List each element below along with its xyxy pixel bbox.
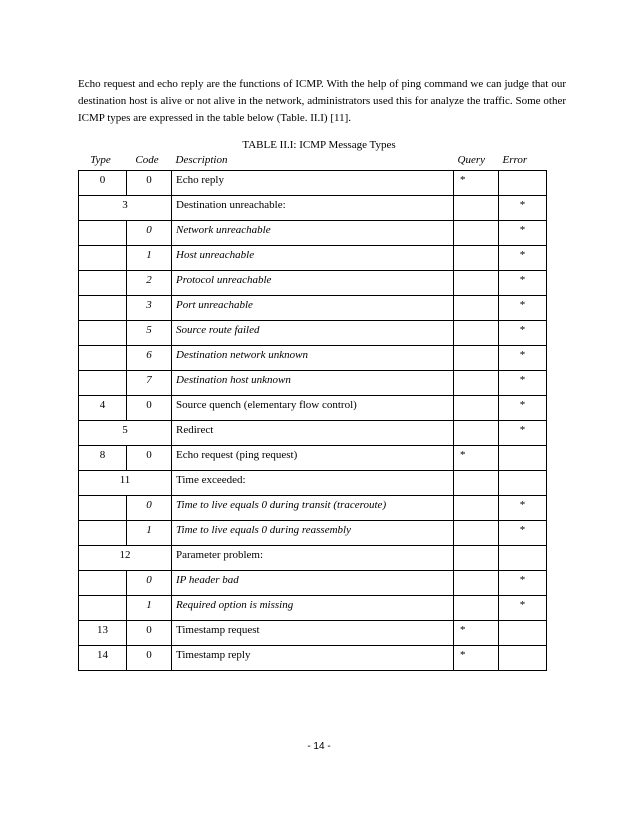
table-row — [79, 520, 547, 545]
cell-error: * — [499, 245, 547, 270]
cell-description: Time exceeded: — [172, 470, 454, 495]
cell-query — [454, 395, 499, 420]
cell-code: 0 — [127, 495, 172, 520]
cell-code: 0 — [127, 620, 172, 645]
cell-error: * — [499, 420, 547, 445]
cell-query — [454, 470, 499, 495]
cell-type — [79, 220, 127, 245]
table-row — [79, 595, 547, 620]
cell-query — [454, 320, 499, 345]
table-row — [79, 645, 547, 670]
cell-description: Destination unreachable: — [172, 195, 454, 220]
cell-error — [499, 470, 547, 495]
header-error: Error — [499, 152, 547, 170]
table-row — [79, 545, 547, 570]
cell-query — [454, 570, 499, 595]
cell-type — [79, 570, 127, 595]
cell-type — [79, 320, 127, 345]
cell-error — [499, 445, 547, 470]
table-caption: TABLE II.I: ICMP Message Types — [242, 139, 396, 151]
cell-error: * — [499, 320, 547, 345]
cell-type — [79, 520, 127, 545]
cell-type: 14 — [79, 645, 127, 670]
cell-query — [454, 345, 499, 370]
table-row — [79, 170, 547, 195]
cell-type — [79, 495, 127, 520]
cell-description: Time to live equals 0 during transit (traceroute) — [172, 495, 454, 520]
cell-code: 6 — [127, 345, 172, 370]
table-row — [79, 495, 547, 520]
cell-type — [79, 345, 127, 370]
header-type: Type — [79, 152, 127, 170]
cell-error: * — [499, 270, 547, 295]
cell-query — [454, 195, 499, 220]
header-query: Query — [454, 152, 499, 170]
table-row — [79, 270, 547, 295]
cell-error: * — [499, 520, 547, 545]
cell-error: * — [499, 495, 547, 520]
cell-description: Network unreachable — [172, 220, 454, 245]
cell-error: * — [499, 595, 547, 620]
cell-type — [79, 595, 127, 620]
page-number: - 14 - — [307, 741, 331, 752]
cell-error — [499, 170, 547, 195]
cell-query — [454, 595, 499, 620]
table-row — [79, 470, 547, 495]
cell-error: * — [499, 195, 547, 220]
cell-description: Echo request (ping request) — [172, 445, 454, 470]
cell-code: 0 — [127, 445, 172, 470]
cell-error — [499, 620, 547, 645]
cell-code: 0 — [127, 395, 172, 420]
cell-code: 1 — [127, 520, 172, 545]
cell-type: 4 — [79, 395, 127, 420]
cell-code: 1 — [127, 245, 172, 270]
cell-query — [454, 370, 499, 395]
table-row — [79, 295, 547, 320]
cell-query — [454, 520, 499, 545]
cell-description: Time to live equals 0 during reassembly — [172, 520, 454, 545]
cell-query — [454, 545, 499, 570]
cell-code: 7 — [127, 370, 172, 395]
header-code: Code — [127, 152, 172, 170]
table-row — [79, 220, 547, 245]
cell-description: Destination network unknown — [172, 345, 454, 370]
cell-description: Echo reply — [172, 170, 454, 195]
cell-error: * — [499, 395, 547, 420]
cell-type: 3 — [79, 195, 172, 220]
cell-query: * — [454, 445, 499, 470]
cell-query: * — [454, 645, 499, 670]
cell-code: 0 — [127, 170, 172, 195]
table-row — [79, 570, 547, 595]
table-row — [79, 320, 547, 345]
cell-type: 11 — [79, 470, 172, 495]
cell-error: * — [499, 345, 547, 370]
cell-description: Source route failed — [172, 320, 454, 345]
cell-type: 8 — [79, 445, 127, 470]
cell-query: * — [454, 170, 499, 195]
cell-query — [454, 270, 499, 295]
cell-code: 0 — [127, 570, 172, 595]
table-row — [79, 345, 547, 370]
cell-type — [79, 270, 127, 295]
cell-description: Host unreachable — [172, 245, 454, 270]
cell-description: IP header bad — [172, 570, 454, 595]
cell-error: * — [499, 295, 547, 320]
cell-error: * — [499, 570, 547, 595]
cell-description: Timestamp request — [172, 620, 454, 645]
cell-type: 0 — [79, 170, 127, 195]
cell-description: Redirect — [172, 420, 454, 445]
cell-code: 0 — [127, 645, 172, 670]
cell-type — [79, 370, 127, 395]
table-header-row — [79, 152, 547, 170]
table-row — [79, 245, 547, 270]
cell-error — [499, 545, 547, 570]
table-row — [79, 195, 547, 220]
table-row — [79, 395, 547, 420]
cell-description: Parameter problem: — [172, 545, 454, 570]
cell-error — [499, 645, 547, 670]
body-paragraph: Echo request and echo reply are the functions of ICMP. With the help of ping command we can judge that our destination host is alive or not alive in the network, administrators used this for analyze the traffic. Some other ICMP types are expressed in the table below (Table. II.I) [11]. — [78, 78, 566, 124]
cell-error: * — [499, 220, 547, 245]
cell-code: 0 — [127, 220, 172, 245]
cell-query — [454, 420, 499, 445]
table-body — [79, 170, 547, 670]
cell-query — [454, 220, 499, 245]
cell-query — [454, 245, 499, 270]
icmp-message-types-table — [78, 152, 547, 671]
cell-code: 2 — [127, 270, 172, 295]
cell-type: 5 — [79, 420, 172, 445]
cell-description: Timestamp reply — [172, 645, 454, 670]
cell-query — [454, 495, 499, 520]
cell-description: Protocol unreachable — [172, 270, 454, 295]
cell-code: 3 — [127, 295, 172, 320]
cell-type: 13 — [79, 620, 127, 645]
cell-description: Destination host unknown — [172, 370, 454, 395]
cell-description: Source quench (elementary flow control) — [172, 395, 454, 420]
cell-description: Port unreachable — [172, 295, 454, 320]
cell-code: 1 — [127, 595, 172, 620]
cell-type — [79, 245, 127, 270]
table-row — [79, 445, 547, 470]
header-description: Description — [172, 152, 454, 170]
table-row — [79, 420, 547, 445]
cell-description: Required option is missing — [172, 595, 454, 620]
cell-query: * — [454, 620, 499, 645]
cell-type: 12 — [79, 545, 172, 570]
cell-error: * — [499, 370, 547, 395]
cell-code: 5 — [127, 320, 172, 345]
cell-query — [454, 295, 499, 320]
table-row — [79, 370, 547, 395]
cell-type — [79, 295, 127, 320]
table-row — [79, 620, 547, 645]
